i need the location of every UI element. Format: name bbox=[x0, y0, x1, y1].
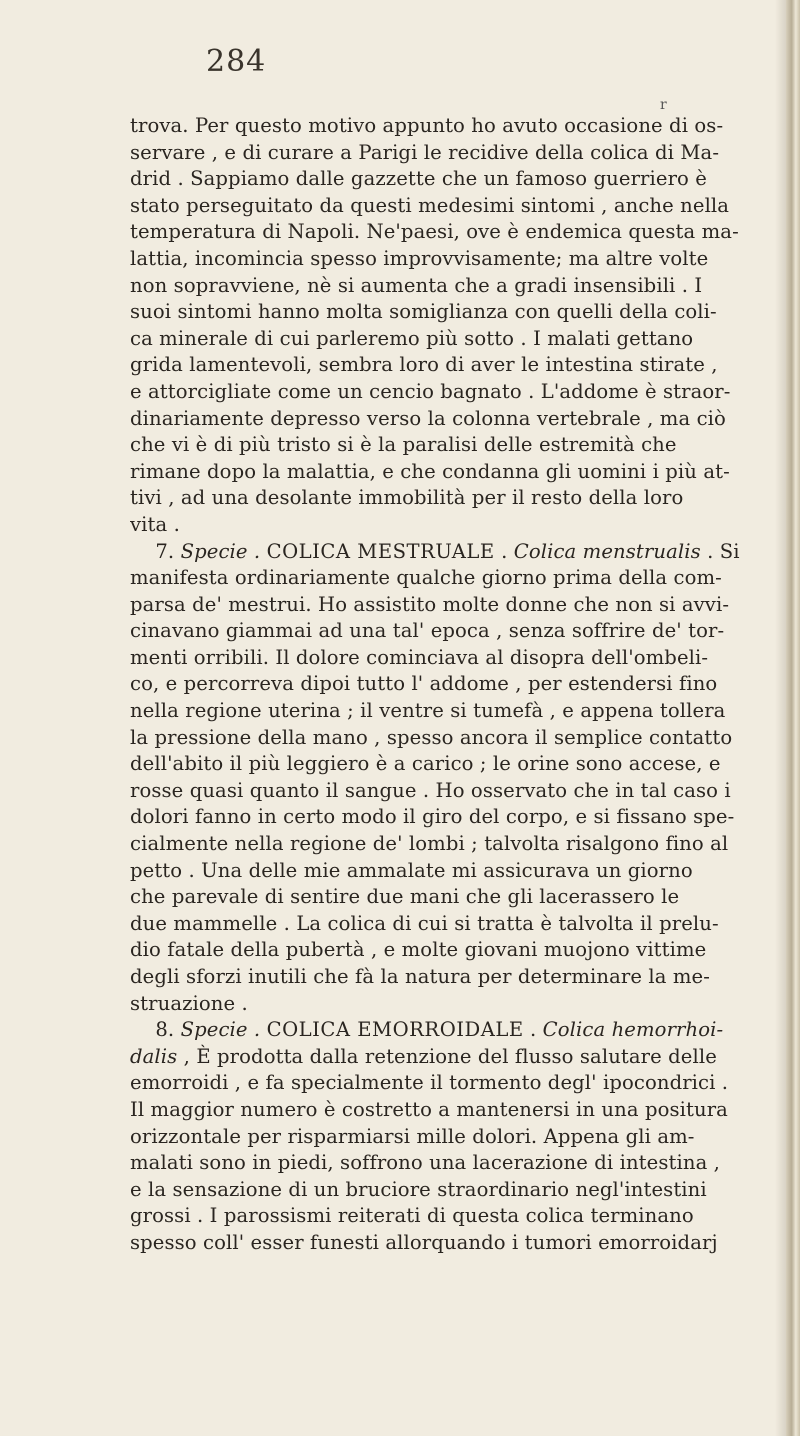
page-edge bbox=[786, 0, 800, 1436]
page-number: 284 bbox=[206, 44, 267, 79]
text-line: dell'abito il più leggiero è a carico ; le orine sono accese, e bbox=[130, 752, 721, 776]
text-line: cinavano giammai ad una tal' epoca , senza soffrire de' tor- bbox=[130, 619, 725, 643]
latin-name-end: dalis bbox=[130, 1044, 178, 1068]
text-line: dolori fanno in certo modo il giro del corpo, e si fissano spe- bbox=[130, 805, 735, 829]
specie-label: Specie . bbox=[180, 539, 261, 563]
text-line: degli sforzi inutili che fà la natura per determinare la me- bbox=[130, 965, 710, 988]
section-title: COLICA EMORROIDALE bbox=[266, 1018, 524, 1042]
text-line: malati sono in piedi, soffrono una lacerazione di intestina , bbox=[130, 1151, 721, 1175]
text-line: menti orribili. Il dolore cominciava al disopra dell'ombeli- bbox=[130, 645, 709, 669]
text-line: servare , e di curare a Parigi le recidive della colica di Ma- bbox=[130, 140, 720, 164]
text-line: nella regione uterina ; il ventre si tumefà , e appena tollera bbox=[130, 699, 726, 723]
text-line: co, e percorreva dipoi tutto l' addome , per estendersi fino bbox=[130, 672, 718, 696]
section-number: 8. bbox=[155, 1018, 175, 1042]
text-line: parsa de' mestrui. Ho assistito molte donne che non si avvi- bbox=[130, 592, 730, 616]
text-line: la pressione della mano , spesso ancora il semplice contatto bbox=[130, 725, 733, 749]
separator: . bbox=[494, 539, 514, 563]
heading-rest: . Si bbox=[700, 539, 740, 563]
text-line: dio fatale della pubertà , e molte giovani muojono vittime bbox=[130, 938, 707, 962]
text-line: stato perseguitato da questi medesimi sintomi , anche nella bbox=[130, 193, 730, 217]
body-text bbox=[130, 113, 770, 1257]
text-line: orizzontale per risparmiarsi mille dolori. Appena gli am- bbox=[130, 1124, 695, 1148]
text-line: rosse quasi quanto il sangue . Ho osservato che in tal caso i bbox=[130, 778, 731, 802]
text-line: ca minerale di cui parleremo più sotto . I malati gettano bbox=[130, 326, 694, 350]
text-line: lattia, incomincia spesso improvvisamente; ma altre volte bbox=[130, 246, 709, 270]
latin-name: Colica menstrualis bbox=[513, 539, 701, 563]
text-line: struazione . bbox=[130, 991, 248, 1015]
section-8-heading bbox=[130, 1017, 770, 1044]
text-line: suoi sintomi hanno molta somiglianza con quelli della coli- bbox=[130, 300, 717, 324]
text-line: rimane dopo la malattia, e che condanna gli uomini i più at- bbox=[130, 459, 730, 483]
text-line: vita . bbox=[130, 512, 180, 536]
text-segment: , È prodotta dalla retenzione del flusso salutare delle bbox=[177, 1044, 717, 1068]
text-line: grida lamentevoli, sembra loro di aver le intestina stirate , bbox=[130, 353, 718, 377]
text-line: cialmente nella regione de' lombi ; talvolta risalgono fino al bbox=[130, 832, 729, 856]
specie-label: Specie . bbox=[180, 1018, 261, 1042]
text-line: emorroidi , e fa specialmente il tormento degl' ipocondrici . bbox=[130, 1071, 729, 1095]
text-line: non sopravviene, nè si aumenta che a gradi insensibili . I bbox=[130, 273, 703, 297]
text-line: temperatura di Napoli. Ne'paesi, ove è endemica questa ma- bbox=[130, 220, 739, 244]
text-line: trova. Per questo motivo appunto ho avuto occasione di os- bbox=[130, 114, 724, 137]
section-title: COLICA MESTRUALE bbox=[266, 539, 495, 563]
section-8-continuation bbox=[130, 1044, 770, 1071]
text-line: Il maggior numero è costretto a mantenersi in una positura bbox=[130, 1097, 728, 1121]
text-line: manifesta ordinariamente qualche giorno prima della com- bbox=[130, 566, 722, 590]
text-line: drid . Sappiamo dalle gazzette che un famoso guerriero è bbox=[130, 167, 707, 191]
text-line: che vi è di più tristo si è la paralisi delle estremità che bbox=[130, 433, 677, 457]
latin-name: Colica hemorrhoi- bbox=[542, 1018, 724, 1042]
text-line: e attorcigliate come un cencio bagnato . L'addome è straor- bbox=[130, 379, 731, 403]
section-7-heading bbox=[130, 539, 770, 566]
text-line: dinariamente depresso verso la colonna vertebrale , ma ciò bbox=[130, 406, 726, 430]
text-line: spesso coll' esser funesti allorquando i tumori emorroidarj bbox=[130, 1230, 718, 1254]
separator: . bbox=[523, 1018, 543, 1042]
section-number: 7. bbox=[155, 539, 175, 563]
text-line: petto . Una delle mie ammalate mi assicurava un giorno bbox=[130, 858, 693, 882]
printer-mark: r bbox=[660, 97, 667, 113]
text-line: grossi . I parossismi reiterati di questa colica terminano bbox=[130, 1204, 694, 1228]
text-line: che parevale di sentire due mani che gli lacerassero le bbox=[130, 885, 680, 909]
text-line: tivi , ad una desolante immobilità per il resto della loro bbox=[130, 486, 684, 510]
text-line: e la sensazione di un bruciore straordinario negl'intestini bbox=[130, 1177, 707, 1201]
text-line: due mammelle . La colica di cui si tratta è talvolta il prelu- bbox=[130, 911, 719, 935]
